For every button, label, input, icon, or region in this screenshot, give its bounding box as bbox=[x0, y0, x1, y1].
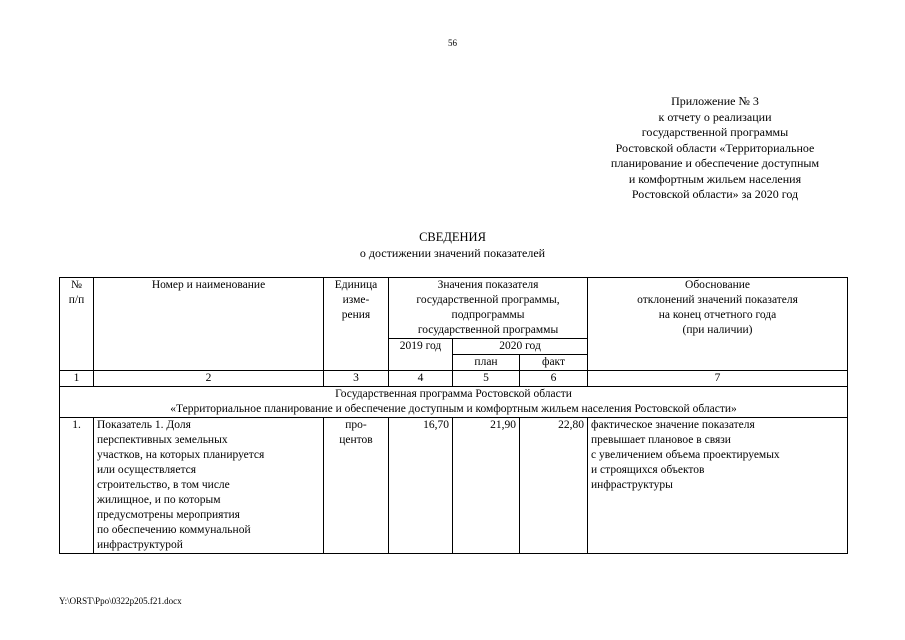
header-year-2020: 2020 год bbox=[453, 339, 588, 355]
table-row bbox=[60, 418, 848, 554]
header-name: Номер и наименование bbox=[94, 278, 324, 371]
row-fact-2020: 22,80 bbox=[520, 418, 588, 554]
appendix-caption bbox=[560, 94, 870, 203]
header-plan: план bbox=[453, 355, 520, 371]
appendix-line: планирование и обеспечение доступным bbox=[610, 156, 820, 170]
appendix-line: к отчету о реализации bbox=[658, 109, 772, 124]
program-title: Государственная программа Ростовской области «Территориальное планирование и обеспечение доступным и комфортным жильем населения Ростовской области» bbox=[60, 387, 848, 418]
column-number: 6 bbox=[520, 371, 588, 387]
program-title-row bbox=[60, 387, 848, 418]
row-plan-2020: 21,90 bbox=[453, 418, 520, 554]
header-row bbox=[60, 278, 848, 339]
header-year-2019: 2019 год bbox=[389, 339, 453, 371]
column-number: 3 bbox=[324, 371, 389, 387]
column-number: 5 bbox=[453, 371, 520, 387]
header-unit: Единица изме- рения bbox=[324, 278, 389, 371]
header-num: № п/п bbox=[60, 278, 94, 371]
row-unit: про- центов bbox=[324, 418, 389, 554]
header-fact: факт bbox=[520, 355, 588, 371]
appendix-line: и комфортным жильем населения bbox=[628, 171, 802, 186]
file-path-footer: Y:\ORST\Ppo\0322p205.f21.docx bbox=[59, 596, 182, 606]
column-numbers-row bbox=[60, 371, 848, 387]
row-justification: фактическое значение показателя превышает плановое в связи с увеличением объема проектируемых и строящихся объектов инфраструктуры bbox=[588, 418, 848, 554]
column-number: 7 bbox=[588, 371, 848, 387]
row-num: 1. bbox=[60, 418, 94, 554]
column-number: 1 bbox=[60, 371, 94, 387]
document-subtitle: о достижении значений показателей bbox=[359, 246, 546, 260]
row-value-2019: 16,70 bbox=[389, 418, 453, 554]
column-number: 4 bbox=[389, 371, 453, 387]
appendix-line: Ростовской области «Территориальное bbox=[615, 140, 815, 155]
appendix-line: государственной программы bbox=[641, 125, 789, 139]
column-number: 2 bbox=[94, 371, 324, 387]
page-number: 56 bbox=[448, 38, 457, 48]
header-values: Значения показателя государственной программы, подпрограммы государственной программы bbox=[389, 278, 588, 339]
appendix-line: Приложение № 3 bbox=[671, 94, 759, 108]
indicators-table bbox=[59, 277, 848, 554]
row-name: Показатель 1. Доля перспективных земельных участков, на которых планируется или осуществляется строительство, в том числе жилищное, и по которым предусмотрены мероприятия по обеспечению коммунальной инфраструктурой bbox=[94, 418, 324, 554]
header-justification: Обоснование отклонений значений показателя на конец отчетного года (при наличии) bbox=[588, 278, 848, 371]
document-title: СВЕДЕНИЯ bbox=[419, 230, 486, 244]
appendix-line: Ростовской области» за 2020 год bbox=[631, 187, 799, 201]
